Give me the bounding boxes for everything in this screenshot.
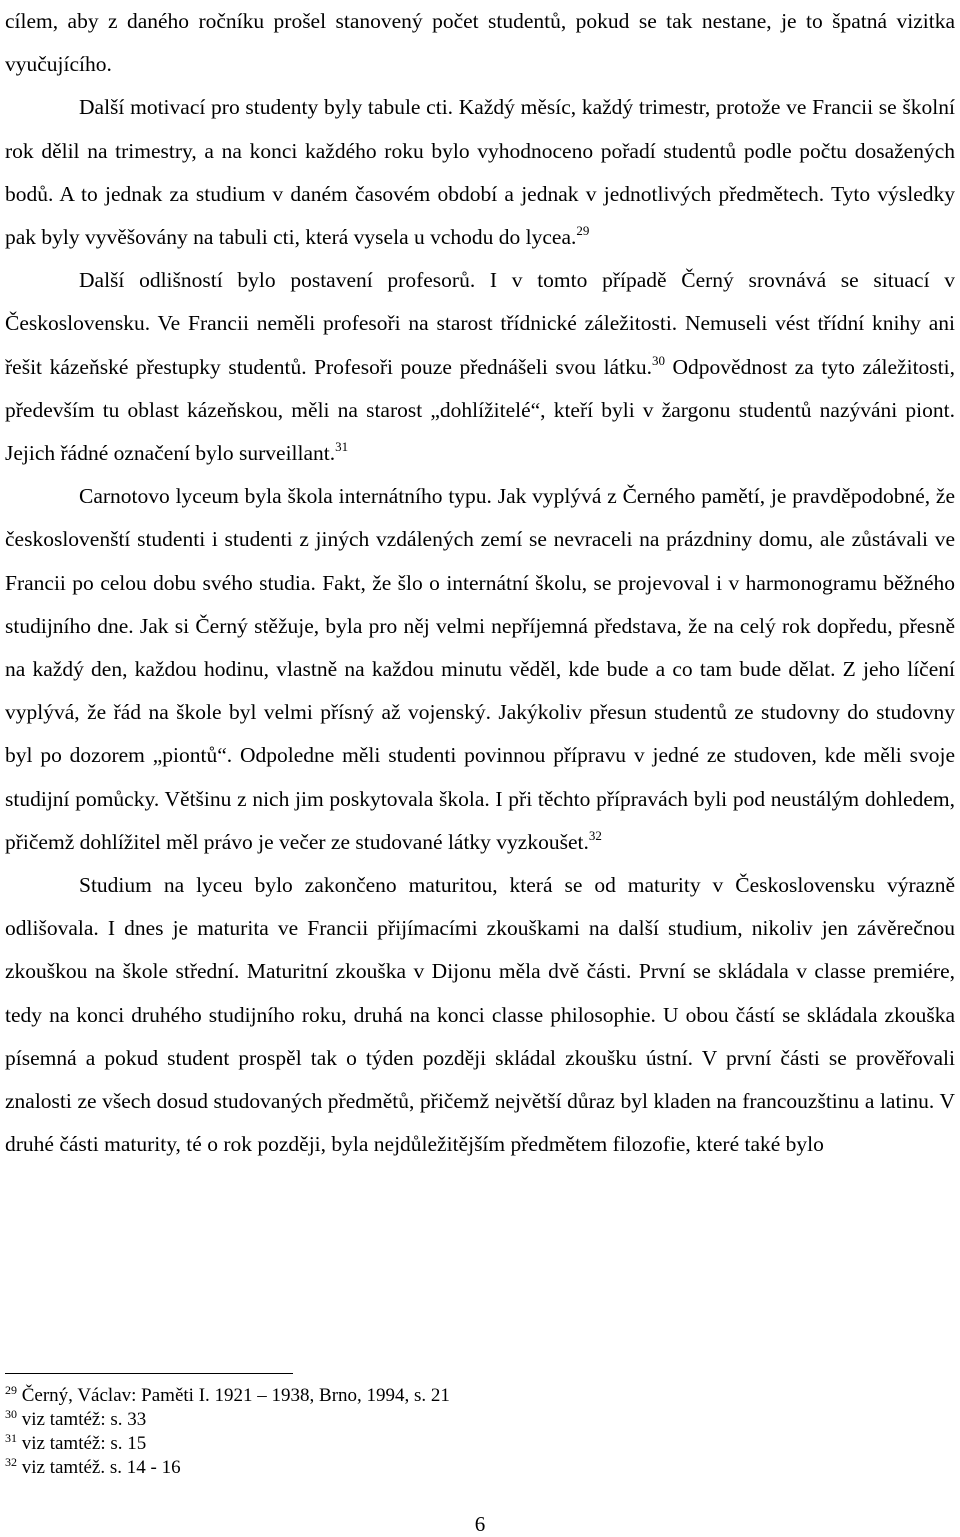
footnote-reference[interactable]: 30 bbox=[651, 352, 665, 368]
footnote bbox=[5, 1408, 905, 1432]
footnote-number: 30 bbox=[5, 1407, 17, 1421]
paragraph-text: Studium na lyceu bylo zakončeno maturitou, která se od maturity v Československu výrazně odlišovala. I dnes je maturita ve Francii přijímacími zkouškami na další studium, nikoliv jen závěrečnou zkouškou na škole střední. Maturitní zkouška v Dijonu měla dvě části. První se skládala v classe premiére, tedy na konci druhého studijního roku, druhá na konci classe philosophie. U obou částí se skládala zkouška písemná a pokud student prospěl tak o týden později skládal zkoušku ústní. V první části se prověřovali znalosti ze všech dosud studovaných předmětů, přičemž největší důraz byl kladen na francouzštinu a latinu. V druhé části maturity, té o rok později, byla nejdůležitějším předmětem filozofie, které také bylo bbox=[5, 873, 955, 1157]
paragraph-text: Carnotovo lyceum byla škola internátního typu. Jak vyplývá z Černého pamětí, je pravděpodobné, že českoslovenští studenti i studenti z jiných vzdálených zemí se nevraceli na prázdniny domu, ale zůstávali ve Francii po celou dobu svého studia. Fakt, že šlo o internátní školu, se projevoval i v harmonogramu běžného studijního dne. Jak si Černý stěžuje, byla pro něj velmi nepříjemná představa, že na celý rok dopředu, přesně na každý den, každou hodinu, vlastně na každou minutu věděl, kde bude a co tam bude dělat. Z jeho líčení vyplývá, že řád na škole byl velmi přísný až vojenský. Jakýkoliv přesun studentů ze studovny do studovny byl po dozorem „piontů“. Odpoledne měli studenti povinnou přípravu v jedné ze studoven, kde měli svoje studijní pomůcky. Většinu z nich jim poskytovala škola. I při těchto přípravách byli pod neustálým dohledem, přičemž dohlížitel měl právo je večer ze studované látky vyzkoušet. bbox=[5, 484, 955, 854]
footnote-reference[interactable]: 29 bbox=[576, 223, 590, 239]
paragraph-text: Další motivací pro studenty byly tabule cti. Každý měsíc, každý trimestr, protože ve Francii se školní rok dělil na trimestry, a na konci každého roku bylo vyhodnoceno pořadí studentů podle počtu dosažených bodů. A to jednak za studium v daném časovém období a jednak v jednotlivých předmětech. Tyto výsledky pak byly vyvěšovány na tabuli cti, která vysela u vchodu do lycea. bbox=[5, 95, 955, 250]
footnote-text: viz tamtéž. s. 14 - 16 bbox=[21, 1457, 181, 1478]
paragraph-text: Odpovědnost za tyto záležitosti, především tu oblast kázeňskou, měli na starost „dohlížitelé“, kteří byli v žargonu studentů nazýváni piont. Jejich řádné označení bylo surveillant. bbox=[5, 354, 955, 466]
footnote bbox=[5, 1432, 905, 1456]
footnote-text: viz tamtéž: s. 15 bbox=[21, 1433, 147, 1454]
paragraph-text: Další odlišností bylo postavení profesorů. I v tomto případě Černý srovnává se situací v Československu. Ve Francii neměli profesoři na starost třídnické záležitosti. Nemuseli vést třídní knihy ani řešit kázeňské přestupky studentů. Profesoři pouze přednášeli svou látku. bbox=[5, 268, 955, 379]
footnote-reference[interactable]: 32 bbox=[588, 827, 602, 843]
footnote-reference[interactable]: 31 bbox=[335, 439, 349, 455]
footnote-separator bbox=[5, 1373, 293, 1374]
paragraph bbox=[5, 86, 955, 259]
footnote bbox=[5, 1384, 905, 1408]
footnote bbox=[5, 1456, 905, 1480]
paragraph bbox=[5, 475, 955, 864]
footnote-number: 29 bbox=[5, 1383, 17, 1397]
paragraph bbox=[5, 864, 955, 1166]
body-text bbox=[5, 0, 955, 1166]
footnote-text: viz tamtéž: s. 33 bbox=[21, 1409, 147, 1430]
paragraph bbox=[5, 0, 955, 86]
footnotes bbox=[5, 1384, 905, 1480]
page-number: 6 bbox=[474, 1512, 486, 1536]
document-page bbox=[5, 0, 955, 1166]
footnote-number: 32 bbox=[5, 1455, 17, 1469]
paragraph-text: cílem, aby z daného ročníku prošel stanovený počet studentů, pokud se tak nestane, je to špatná vizitka vyučujícího. bbox=[5, 9, 955, 77]
footnote-number: 31 bbox=[5, 1431, 17, 1445]
footnote-text: Černý, Václav: Paměti I. 1921 – 1938, Brno, 1994, s. 21 bbox=[21, 1385, 450, 1406]
paragraph bbox=[5, 259, 955, 475]
